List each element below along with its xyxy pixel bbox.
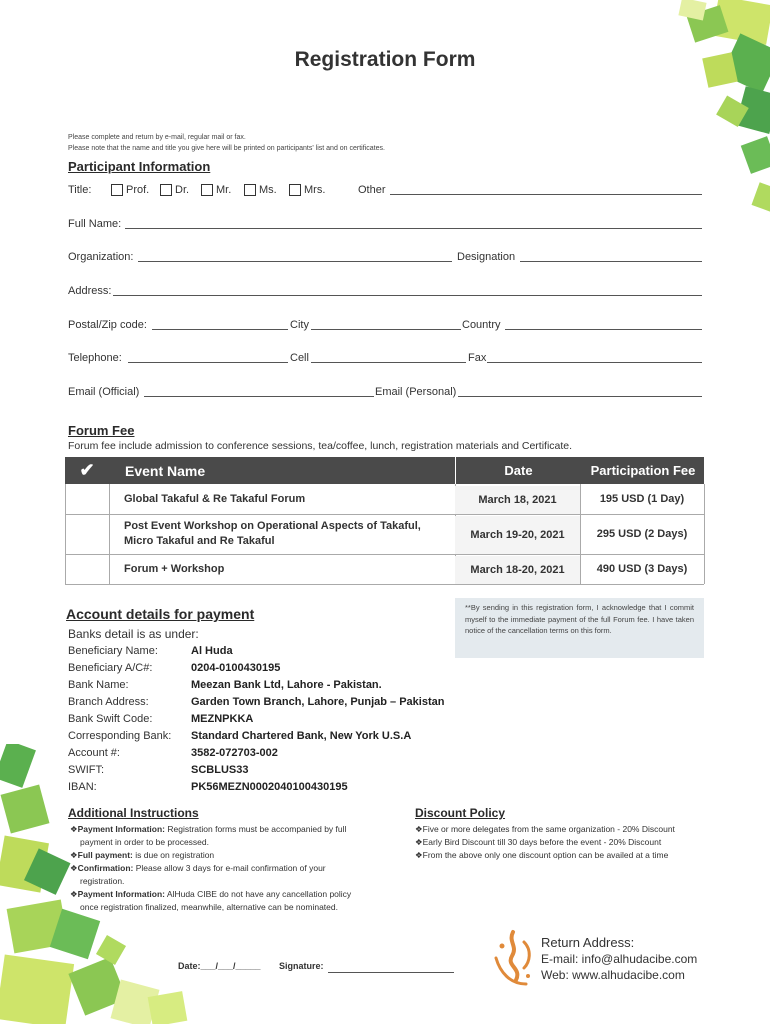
bank-name-label: Bank Name:	[68, 679, 129, 691]
cell-field[interactable]	[311, 362, 466, 363]
return-website[interactable]: Web: www.alhudacibe.com	[541, 968, 685, 982]
full-name-label: Full Name:	[68, 218, 122, 230]
table-row-1-date: March 18, 2021	[455, 486, 580, 514]
branch-address-label: Branch Address:	[68, 696, 149, 708]
country-field[interactable]	[505, 329, 702, 330]
list-item: ❖Five or more delegates from the same organization - 20% Discount	[415, 824, 675, 834]
iban-value: PK56MEZN0002040100430195	[191, 781, 348, 793]
title-option-ms[interactable]: Ms.	[244, 184, 277, 196]
organization-field[interactable]	[138, 261, 452, 262]
other-field[interactable]	[390, 194, 702, 195]
discount-policy-heading: Discount Policy	[415, 806, 506, 820]
list-item: ❖Early Bird Discount till 30 days before the event - 20% Discount	[415, 837, 662, 847]
branch-address-value: Garden Town Branch, Lahore, Punjab – Pakistan	[191, 696, 445, 708]
checkbox-dr[interactable]	[160, 184, 172, 196]
beneficiary-account-value: 0204-0100430195	[191, 662, 281, 674]
city-field[interactable]	[311, 329, 461, 330]
address-field[interactable]	[113, 295, 702, 296]
instruction-note-2: Please note that the name and title you give here will be printed on participants' list and on certificates.	[68, 145, 385, 152]
alhuda-logo	[488, 928, 538, 990]
acknowledgement-box: **By sending in this registration form, I acknowledge that I commit myself to the immediate payment of the full Forum fee. I have taken notice of the cancellation terms on this form.	[455, 598, 704, 658]
list-item: ❖Payment Information: Registration forms must be accompanied by full payment in order to be processed.	[70, 824, 347, 847]
select-cell-row-2[interactable]	[66, 515, 109, 554]
title-option-dr[interactable]: Dr.	[160, 184, 189, 196]
other-label: Other	[358, 184, 386, 196]
address-label: Address:	[68, 285, 112, 297]
title-option-prof[interactable]: Prof.	[111, 184, 149, 196]
discount-list	[415, 823, 715, 862]
bank-name-value: Meezan Bank Ltd, Lahore - Pakistan.	[191, 679, 382, 691]
fax-field[interactable]	[487, 362, 702, 363]
bullet-icon: ❖	[415, 850, 423, 860]
checkbox-prof[interactable]	[111, 184, 123, 196]
instruction-note-1: Please complete and return by e-mail, regular mail or fax.	[68, 134, 246, 141]
decorative-green-corner-top-right	[620, 0, 770, 260]
table-border	[109, 484, 110, 584]
designation-label: Designation	[457, 251, 516, 263]
column-date: Date	[504, 463, 533, 478]
forum-fee-heading: Forum Fee	[68, 423, 135, 438]
checkbox-ms[interactable]	[244, 184, 256, 196]
swift-value: SCBLUS33	[191, 764, 249, 776]
account-number-value: 3582-072703-002	[191, 747, 278, 759]
title-option-mrs[interactable]: Mrs.	[289, 184, 325, 196]
swift-label: SWIFT:	[68, 764, 105, 776]
email-official-label: Email (Official)	[68, 386, 140, 398]
table-row-2-fee: 295 USD (2 Days)	[596, 528, 688, 540]
bullet-icon: ❖	[70, 863, 78, 873]
list-item: ❖Full payment: is due on registration	[70, 850, 215, 860]
corresponding-bank-label: Corresponding Bank:	[68, 730, 172, 742]
bullet-icon: ❖	[70, 824, 78, 834]
bullet-icon: ❖	[415, 824, 423, 834]
column-event-name: Event Name	[125, 462, 206, 479]
corresponding-bank-value: Standard Chartered Bank, New York U.S.A	[191, 730, 412, 742]
title-option-mr[interactable]: Mr.	[201, 184, 231, 196]
table-border	[65, 584, 704, 585]
form-title: Registration Form	[294, 48, 476, 71]
forum-fee-description: Forum fee include admission to conference sessions, tea/coffee, lunch, registration materials and Certificate.	[68, 440, 573, 452]
beneficiary-name-value: Al Huda	[191, 645, 233, 657]
postal-code-field[interactable]	[152, 329, 288, 330]
bullet-icon: ❖	[415, 837, 423, 847]
email-official-field[interactable]	[144, 396, 374, 397]
column-participation-fee: Participation Fee	[590, 463, 696, 478]
signature-label: Signature:	[279, 961, 324, 971]
additional-instructions-heading: Additional Instructions	[68, 806, 199, 820]
account-details-subheading: Banks detail is as under:	[68, 627, 199, 641]
postal-code-label: Postal/Zip code:	[68, 319, 147, 331]
beneficiary-account-label: Beneficiary A/C#:	[68, 662, 153, 674]
fax-label: Fax	[468, 352, 487, 364]
table-row-2-event: Post Event Workshop on Operational Aspects of Takaful, Micro Takaful and Re Takaful	[124, 520, 421, 547]
return-email[interactable]: E-mail: info@alhudacibe.com	[541, 952, 698, 966]
email-personal-label: Email (Personal)	[375, 386, 457, 398]
select-cell-row-3[interactable]	[66, 555, 109, 584]
full-name-field[interactable]	[125, 228, 702, 229]
beneficiary-name-label: Beneficiary Name:	[68, 645, 158, 657]
designation-field[interactable]	[520, 261, 702, 262]
checkmark-icon: ✔	[79, 460, 95, 480]
select-cell-row-1[interactable]	[66, 485, 109, 514]
date-field[interactable]: Date:___/___/_____	[178, 961, 261, 971]
country-label: Country	[462, 319, 501, 331]
account-number-label: Account #:	[68, 747, 120, 759]
checkbox-mr[interactable]	[201, 184, 213, 196]
table-row-1-event: Global Takaful & Re Takaful Forum	[124, 493, 306, 505]
bullet-icon: ❖	[70, 850, 78, 860]
organization-label: Organization:	[68, 251, 134, 263]
bank-swift-code-label: Bank Swift Code:	[68, 713, 153, 725]
table-row-3-date: March 18-20, 2021	[455, 556, 580, 584]
signature-field[interactable]	[328, 972, 454, 973]
iban-label: IBAN:	[68, 781, 97, 793]
instruction-list	[70, 823, 360, 914]
bullet-icon: ❖	[70, 889, 78, 899]
table-row-3-fee: 490 USD (3 Days)	[596, 563, 688, 575]
telephone-label: Telephone:	[68, 352, 122, 364]
cell-label: Cell	[290, 352, 309, 364]
checkbox-mrs[interactable]	[289, 184, 301, 196]
participant-info-heading: Participant Information	[68, 159, 211, 174]
table-border	[704, 484, 705, 584]
telephone-field[interactable]	[128, 362, 288, 363]
bank-swift-code-value: MEZNPKKA	[191, 713, 254, 725]
account-details-heading: Account details for payment	[66, 606, 255, 622]
city-label: City	[290, 319, 309, 331]
table-row-3-event: Forum + Workshop	[124, 563, 225, 575]
list-item: ❖Confirmation: Please allow 3 days for e-mail confirmation of your registration.	[70, 863, 326, 886]
return-address-heading: Return Address:	[541, 935, 635, 950]
table-row-1-fee: 195 USD (1 Day)	[599, 493, 685, 505]
list-item: ❖From the above only one discount option can be availed at a time	[415, 850, 669, 860]
table-row-2-date: March 19-20, 2021	[455, 516, 580, 554]
list-item: ❖Payment Information: AlHuda CIBE do not have any cancellation policy once registration finalized, meanwhile, alternative can be nominated.	[70, 889, 352, 912]
title-label: Title:	[68, 184, 92, 196]
email-personal-field[interactable]	[458, 396, 702, 397]
